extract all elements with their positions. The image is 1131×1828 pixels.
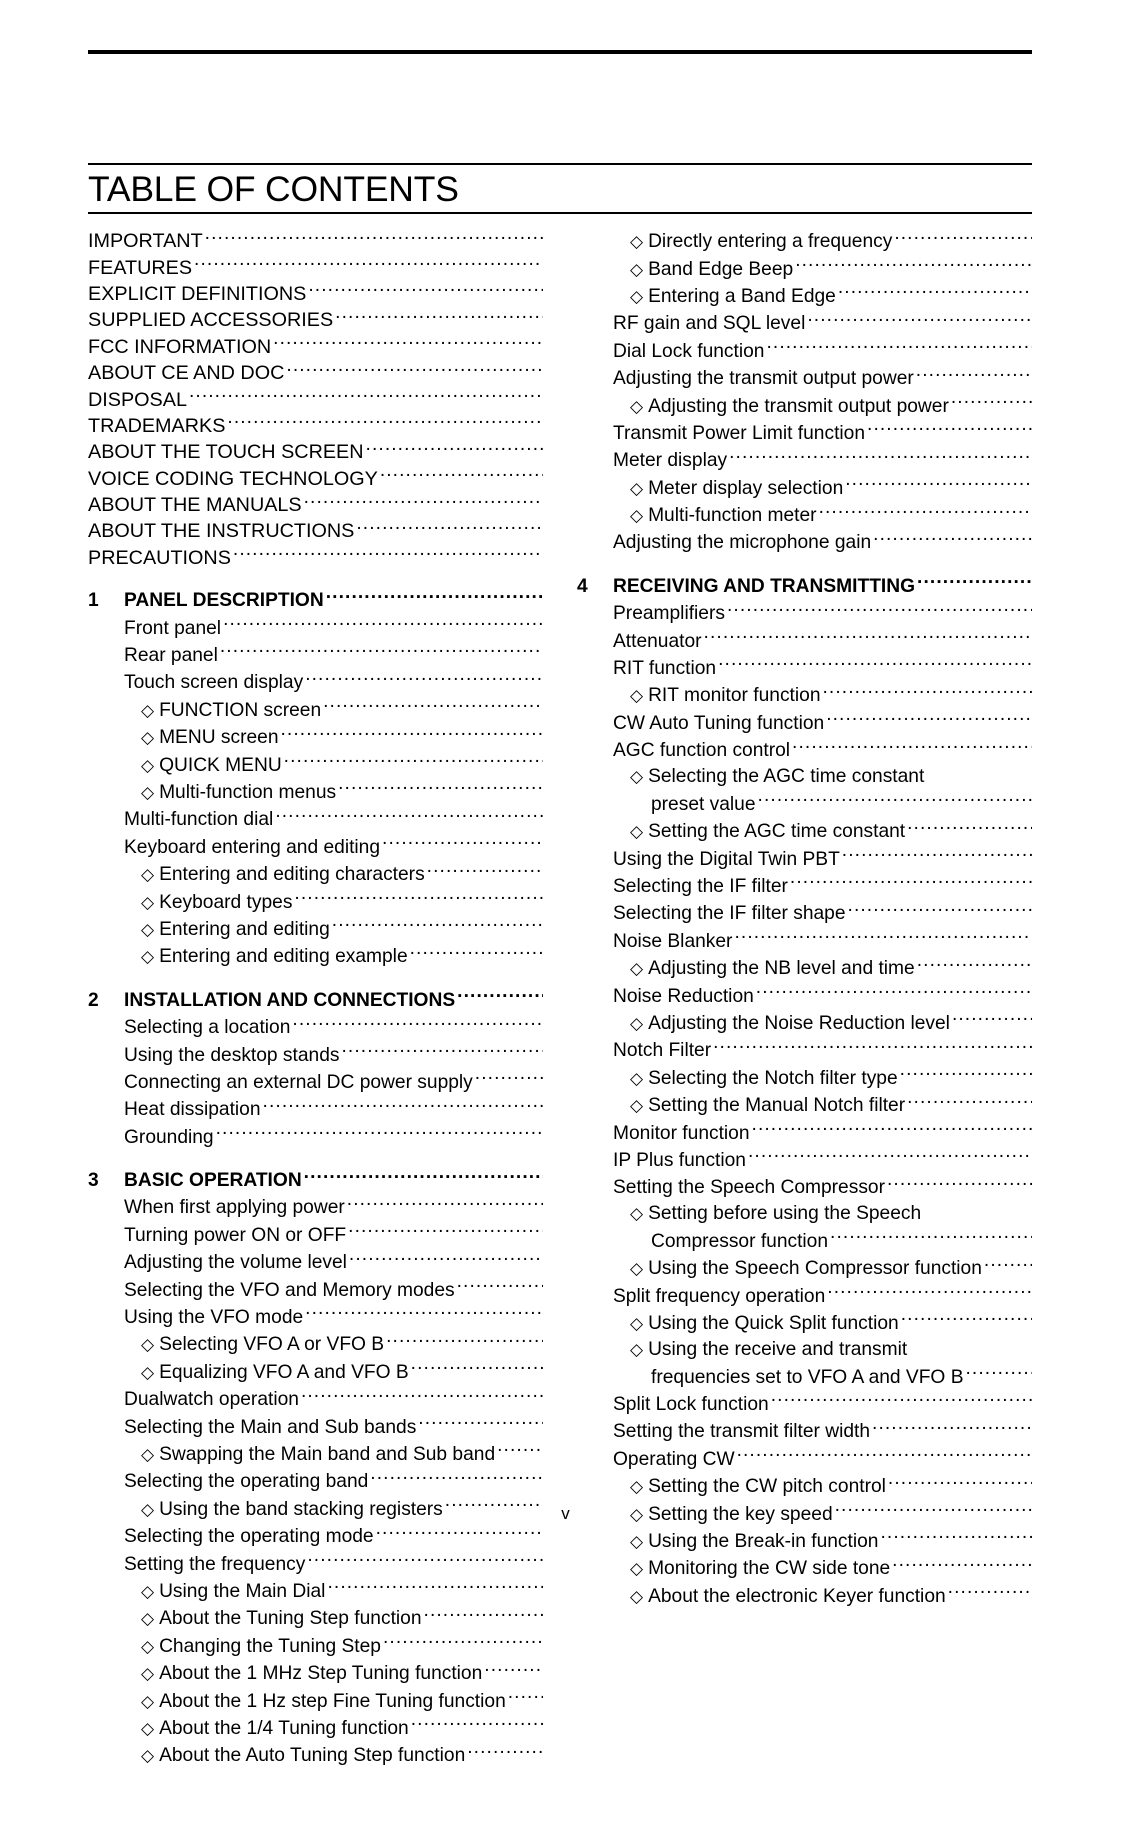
toc-entry-label: Entering and editing example	[159, 946, 408, 968]
toc-entry-label: Selecting the Main and Sub bands	[124, 1416, 417, 1438]
diamond-icon: ◇	[630, 686, 644, 706]
toc-entry-label: Dualwatch operation	[124, 1389, 299, 1411]
diamond-icon: ◇	[141, 728, 155, 748]
toc-chapter-number: 4	[577, 575, 588, 597]
toc-entry-label: frequencies set to VFO A and VFO B	[651, 1366, 964, 1388]
toc-entry-label: Selecting the operating band	[124, 1471, 369, 1493]
toc-entry-label: Entering and editing characters	[159, 864, 425, 886]
toc-entry-label: MENU screen	[159, 727, 279, 749]
toc-entry-label: Keyboard types	[159, 891, 293, 913]
toc-entry-label: Using the Speech Compressor function	[648, 1258, 982, 1280]
page-folio: v	[561, 1504, 570, 1523]
toc-entry-label: Swapping the Main band and Sub band	[159, 1443, 496, 1465]
toc-entry-label: VOICE CODING TECHNOLOGY	[88, 467, 378, 490]
diamond-icon: ◇	[141, 919, 155, 939]
diamond-icon: ◇	[630, 1013, 644, 1033]
toc-entry-label: Selecting VFO A or VFO B	[159, 1334, 385, 1356]
toc-entry-label: DISPOSAL	[88, 388, 187, 411]
toc-entry-label: Setting the frequency	[124, 1553, 306, 1575]
toc-entry-label: Adjusting the volume level	[124, 1252, 347, 1274]
toc-entry-label: Selecting the AGC time constant	[648, 766, 925, 788]
toc-chapter-label: INSTALLATION AND CONNECTIONS	[124, 989, 456, 1011]
diamond-icon: ◇	[141, 783, 155, 802]
toc-entry-label: Front panel	[124, 617, 222, 639]
toc-entry-label: Using the Quick Split function	[648, 1313, 899, 1335]
toc-entry-label: Selecting the IF filter	[613, 875, 788, 897]
page-title: TABLE OF CONTENTS	[88, 169, 459, 209]
diamond-icon: ◇	[141, 1691, 155, 1711]
toc-entry-label: Setting the key speed	[648, 1503, 833, 1525]
toc-entry-label: Using the Main Dial	[159, 1580, 326, 1602]
toc-columns	[88, 228, 1032, 1767]
toc-entry-label: FCC INFORMATION	[88, 335, 272, 358]
header-rule	[88, 50, 1032, 54]
toc-entry-label: Adjusting the NB level and time	[648, 958, 915, 980]
toc-entry-label: Setting the transmit filter width	[613, 1421, 871, 1443]
toc-entry[interactable]	[88, 1742, 543, 1769]
diamond-icon: ◇	[630, 1586, 644, 1606]
toc-entry-label: SUPPLIED ACCESSORIES	[88, 309, 334, 332]
toc-entry-label: When first applying power	[124, 1197, 345, 1219]
toc-entry-label: CW Auto Tuning function	[613, 712, 825, 734]
diamond-icon: ◇	[141, 1444, 155, 1464]
diamond-icon: ◇	[141, 1664, 155, 1684]
toc-entry-label: Adjusting the Noise Reduction level	[648, 1012, 950, 1034]
toc-entry-label: Using the Break-in function	[648, 1530, 879, 1552]
toc-entry-label: Changing the Tuning Step	[159, 1635, 381, 1657]
diamond-icon: ◇	[630, 478, 644, 498]
diamond-icon: ◇	[630, 396, 644, 416]
toc-entry-label: Grounding	[124, 1126, 214, 1148]
toc-entry-label: About the Auto Tuning Step function	[159, 1745, 466, 1767]
toc-entry-label: Dial Lock function	[613, 340, 765, 362]
diamond-icon: ◇	[141, 1335, 155, 1355]
toc-entry-label: ABOUT CE AND DOC	[88, 362, 285, 385]
toc-entry-label: ABOUT THE INSTRUCTIONS	[88, 520, 355, 543]
diamond-icon: ◇	[630, 1340, 644, 1360]
diamond-icon: ◇	[141, 1499, 155, 1519]
toc-entry-label: Selecting a location	[124, 1017, 291, 1039]
diamond-icon: ◇	[630, 506, 644, 526]
toc-chapter-number: 3	[88, 1170, 99, 1192]
toc-entry-label: Setting the AGC time constant	[648, 821, 906, 843]
toc-entry-label: ABOUT THE TOUCH SCREEN	[88, 441, 364, 464]
toc-entry-label: About the 1/4 Tuning function	[159, 1717, 409, 1739]
diamond-icon: ◇	[141, 700, 155, 720]
toc-entry-label: Setting the Manual Notch filter	[648, 1095, 906, 1117]
toc-entry-label: Heat dissipation	[124, 1099, 261, 1121]
toc-entry-label: IP Plus function	[613, 1149, 746, 1171]
toc-entry-label: Monitoring the CW side tone	[648, 1558, 891, 1580]
diamond-icon: ◇	[141, 755, 155, 775]
toc-entry-label: Preamplifiers	[613, 603, 725, 625]
toc-entry-label: QUICK MENU	[159, 754, 282, 776]
diamond-icon: ◇	[630, 286, 644, 306]
toc-entry-label: Using the VFO mode	[124, 1307, 304, 1329]
toc-entry-label: Touch screen display	[124, 672, 304, 694]
diamond-icon: ◇	[141, 1609, 155, 1629]
diamond-icon: ◇	[141, 1362, 155, 1382]
toc-entry-label: Using the desktop stands	[124, 1044, 340, 1066]
diamond-icon: ◇	[141, 947, 155, 967]
toc-entry-label: Noise Reduction	[613, 985, 754, 1007]
toc-entry-label: EXPLICIT DEFINITIONS	[88, 282, 307, 305]
diamond-icon: ◇	[630, 1531, 644, 1551]
toc-entry-label: ABOUT THE MANUALS	[88, 494, 302, 517]
diamond-icon: ◇	[630, 1259, 644, 1279]
toc-entry-label: Setting the CW pitch control	[648, 1476, 886, 1498]
toc-entry-label: Attenuator	[613, 630, 702, 652]
toc-entry-label: IMPORTANT	[88, 230, 203, 253]
toc-entry-label: Notch Filter	[613, 1040, 712, 1062]
diamond-icon: ◇	[630, 1504, 644, 1524]
toc-entry-label: Multi-function dial	[124, 809, 274, 831]
toc-entry-label: About the Tuning Step function	[159, 1608, 422, 1630]
toc-entry-label: Rear panel	[124, 645, 218, 667]
toc-entry-label: Monitor function	[613, 1122, 750, 1144]
toc-entry-label: Split frequency operation	[613, 1285, 826, 1307]
toc-entry-label: Keyboard entering and editing	[124, 836, 381, 858]
diamond-icon: ◇	[141, 1636, 155, 1656]
toc-column-left	[88, 228, 543, 1769]
toc-entry-label: TRADEMARKS	[88, 414, 226, 437]
toc-entry-label: Equalizing VFO A and VFO B	[159, 1361, 409, 1383]
diamond-icon: ◇	[630, 1477, 644, 1497]
toc-entry-label: Multi-function meter	[648, 505, 817, 527]
toc-entry-label: Selecting the Notch filter type	[648, 1067, 898, 1089]
toc-entry[interactable]	[577, 1583, 1032, 1610]
diamond-icon: ◇	[630, 1314, 644, 1334]
toc-entry-label: Entering a Band Edge	[648, 285, 836, 307]
toc-chapter-label: PANEL DESCRIPTION	[124, 590, 324, 612]
toc-entry-label: Connecting an external DC power supply	[124, 1071, 473, 1093]
toc-entry-label: Using the Digital Twin PBT	[613, 848, 840, 870]
diamond-icon: ◇	[630, 1096, 644, 1116]
toc-entry-label: Turning power ON or OFF	[124, 1224, 347, 1246]
toc-entry-label: PRECAUTIONS	[88, 546, 231, 569]
toc-entry-label: Band Edge Beep	[648, 258, 794, 280]
toc-entry-label: RF gain and SQL level	[613, 313, 806, 335]
toc-chapter-label: BASIC OPERATION	[124, 1170, 302, 1192]
diamond-icon: ◇	[630, 822, 644, 842]
toc-entry-label: Compressor function	[651, 1230, 829, 1252]
diamond-icon: ◇	[630, 959, 644, 979]
diamond-icon: ◇	[141, 1581, 155, 1601]
toc-chapter-label: RECEIVING AND TRANSMITTING	[613, 575, 916, 597]
title-block	[88, 163, 1032, 214]
toc-entry-label: Transmit Power Limit function	[613, 422, 866, 444]
toc-entry-label: FEATURES	[88, 256, 193, 279]
toc-entry-label: Adjusting the transmit output power	[648, 395, 949, 417]
diamond-icon: ◇	[630, 1559, 644, 1579]
toc-entry-label: preset value	[651, 793, 756, 815]
diamond-icon: ◇	[630, 1204, 644, 1224]
toc-entry-label: Directly entering a frequency	[648, 231, 893, 253]
toc-chapter-number: 2	[88, 989, 99, 1011]
toc-entry-label: Multi-function menus	[159, 782, 337, 803]
toc-entry-label: About the 1 Hz step Fine Tuning function	[159, 1690, 506, 1712]
toc-entry-label: Setting before using the Speech	[648, 1203, 922, 1225]
toc-entry-label: Adjusting the microphone gain	[613, 532, 872, 554]
toc-entry-label: Selecting the VFO and Memory modes	[124, 1279, 455, 1301]
toc-entry-label: Meter display	[613, 450, 728, 472]
toc-entry-label: Split Lock function	[613, 1394, 769, 1416]
title-rule-bottom	[88, 212, 1032, 214]
toc-chapter-number: 1	[88, 590, 99, 612]
toc-entry-label: About the electronic Keyer function	[648, 1585, 946, 1607]
toc-entry-label: RIT monitor function	[648, 685, 821, 707]
toc-entry-label: FUNCTION screen	[159, 699, 322, 721]
toc-entry-label: Using the receive and transmit	[648, 1339, 908, 1361]
toc-entry-page	[577, 228, 1131, 1828]
toc-entry-label: Meter display selection	[648, 477, 844, 499]
diamond-icon: ◇	[141, 1718, 155, 1738]
toc-entry-label: Setting the Speech Compressor	[613, 1177, 885, 1199]
toc-column-right	[577, 228, 1032, 1610]
diamond-icon: ◇	[630, 259, 644, 279]
toc-entry-label: AGC function control	[613, 740, 791, 762]
diamond-icon: ◇	[630, 232, 644, 252]
toc-entry-label: Noise Blanker	[613, 930, 733, 952]
diamond-icon: ◇	[141, 892, 155, 912]
diamond-icon: ◇	[630, 767, 644, 787]
diamond-icon: ◇	[630, 1068, 644, 1088]
diamond-icon: ◇	[141, 865, 155, 885]
toc-entry-label: Adjusting the transmit output power	[613, 368, 914, 390]
toc-entry-label: RIT function	[613, 658, 717, 680]
toc-entry-label: Entering and editing	[159, 918, 330, 940]
toc-entry-label: Selecting the IF filter shape	[613, 903, 846, 925]
toc-entry-label: Operating CW	[613, 1448, 735, 1470]
diamond-icon: ◇	[141, 1746, 155, 1766]
toc-entry-label: Using the band stacking registers	[159, 1498, 443, 1520]
toc-entry-label: Selecting the operating mode	[124, 1526, 374, 1548]
toc-entry-label: About the 1 MHz Step Tuning function	[159, 1663, 483, 1685]
